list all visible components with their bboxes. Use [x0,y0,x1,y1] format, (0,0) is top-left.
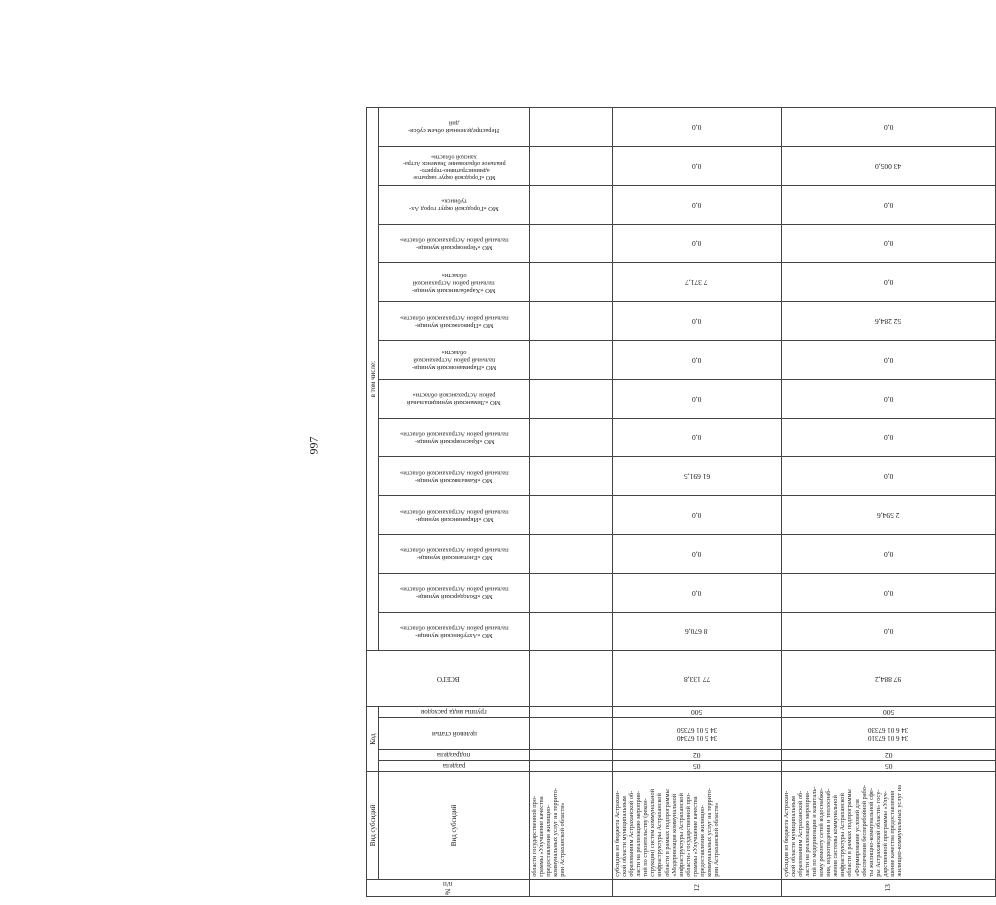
row-number: 12 [612,879,781,896]
row-value: 0,0 [781,379,995,418]
row-total: 77 133,8 [612,651,781,707]
header-including: в том числе: [367,108,379,651]
row-value: 0,0 [612,302,781,341]
budget-table-sheet [366,107,909,897]
header-municipality: МО «Лиманский муниципальный район Астраханской области» [379,379,530,418]
row-value: 0,0 [612,146,781,185]
row-podrazdel: 02 [612,750,781,761]
header-code-expense: группы вида расходов [379,707,530,718]
row-value: 0,0 [612,224,781,263]
row-description: субсидия из бюджета Астрахан- ской области муниципальным образованиям Астраханской об- ласти на реализацию мероприя- тий по строительству (рекон- струкции) систем коммунальной инфраструктуры Астраханской области в рамках подпрограммы «Модернизация коммунальной инфраструктуры Астраханской области» государственной про- граммы «Улучшение качества предоставления жилищно- коммунальных услуг на террито- рии Астраханской области» [612,772,781,880]
row-podrazdel: 02 [781,750,995,761]
header-municipality: МО «Городской округ закрытое административно-террито- риальное образование Знаменск Астра- ханской области» [379,146,530,185]
header-municipality: МО «Володарский муници- пальный район Астраханской области» [379,573,530,612]
row-value: 0,0 [612,496,781,535]
row-value: 0,0 [781,185,995,224]
row-number: 13 [781,879,995,896]
header-municipality: МО «Ахтубинский муници- пальный район Астраханской области» [379,612,530,651]
row-razdel: 05 [612,761,781,772]
header-municipality: МО «Харабалинский муници- пальный район Астраханской области» [379,263,530,302]
row-expense: 500 [781,707,995,718]
row-value: 0,0 [781,573,995,612]
row-value: 0,0 [781,340,995,379]
header-municipality: МО «Икрянинский муници- пальный район Астраханской области» [379,496,530,535]
header-municipality: МО «Городской округ город Ах- тубинск» [379,185,530,224]
table-row-fragment [530,108,613,897]
row-value: 0,0 [612,185,781,224]
header-municipality: МО «Камызякский муници- пальный район Астраханской области» [379,457,530,496]
row-value: 0,0 [781,457,995,496]
row-description: субсидия из бюджета Астрахан- ской области муниципальным образованиям Астраханской об- ласти на реализацию мероприя- тий по модернизации и капиталь- ному ремонту сетей водоснабже- ния, водоотведения и теплоснаб- жения системы коммунальной инфраструктуры Астраханской области в рамках подпрограммы «Формирование условий для обеспечения бесперебойной рабо- ты жилищно-коммунальной сфе- ры Астраханской области» госу- дарственной программы «Улуч- шение качества предоставления жилищно-коммунальных услуг на [781,772,995,880]
header-code-article: целевой статьи [379,718,530,750]
page-number: 997 [306,436,321,455]
fragment-number-cell [530,879,613,896]
row-value: 52 284,6 [781,302,995,341]
row-value: 0,0 [781,108,995,147]
row-value: 0,0 [781,224,995,263]
table-row [781,108,995,897]
row-total: 97 884,2 [781,651,995,707]
header-municipality: МО «Черноярский муници- пальный район Астраханской области» [379,224,530,263]
row-razdel: 05 [781,761,995,772]
header-municipality: МО «Наримановский муници- пальный район Астраханской области» [379,340,530,379]
row-value: 8 670,6 [612,612,781,651]
header-code-group: Код [367,707,379,772]
row-value: 0,0 [781,418,995,457]
header-municipality: Нераспределенный объем субси- дий [379,108,530,147]
row-value: 0,0 [612,418,781,457]
header-municipality: МО «Енотаевский муници- пальный район Астраханской области» [379,534,530,573]
header-code-razdel: раздела [379,761,530,772]
header-municipality: МО «Приволжский муници- пальный район Астраханской области» [379,302,530,341]
row-expense: 500 [612,707,781,718]
header-subsidy-type: Вид субсидий [379,772,530,880]
row-value: 61 691,5 [612,457,781,496]
row-value: 0,0 [781,263,995,302]
header-municipality: МО «Красноярский муници- пальный район Астраханской области» [379,418,530,457]
row-article: 34 5 01 67340 34 5 01 67350 [612,718,781,750]
table-row [612,108,781,897]
row-value: 7 371,7 [612,263,781,302]
row-article: 34 6 01 67310 34 6 01 67330 [781,718,995,750]
header-code-podrazdel: подраздела [379,750,530,761]
row-value: 0,0 [612,108,781,147]
header-total: ВСЕГО [367,651,530,707]
row-value: 0,0 [612,340,781,379]
row-value: 2 594,6 [781,496,995,535]
row-value: 0,0 [612,534,781,573]
subsidy-table [366,107,996,897]
header-number: № п/п [367,879,530,896]
fragment-description: области государственной про- граммы «Улучшение качества предоставления жилищно- коммунальных услуг на террито- рии Астраханской области» [530,772,613,880]
row-value: 0,0 [781,612,995,651]
row-value: 0,0 [781,534,995,573]
row-value: 0,0 [612,573,781,612]
row-value: 0,0 [612,379,781,418]
row-value: 43 005,0 [781,146,995,185]
header-subsidy-type-group: Вид субсидий [367,772,379,880]
